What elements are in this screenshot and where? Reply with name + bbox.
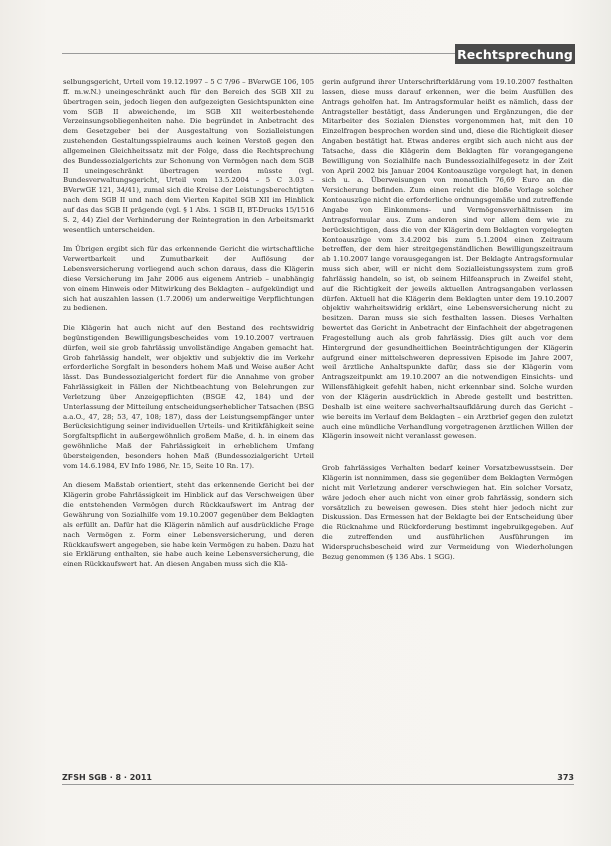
paragraph: Grob fahrlässiges Verhalten bedarf keiner Vorsatzbewusstsein. Der Klägerin ist nonnimmen, dass sie gegenüber dem Beklagten Vermögen nicht mit Verletzung anderer verschwiegen hat. Ein solcher Vorsatz, wäre jedoch eher auch nicht von einer grob fahrlässig, sondern sich vorsätzlich zu beweisen gewesen. Dies steht hier jedoch nicht zur Diskussion. Das Ermessen hat der Beklagte bei der Entscheidung über die Rücknahme und Rückforderung bestimmt ingebruikgegeben. Auf die zutreffenden und ausführlichen Ausführungen im Widerspruchsbescheid wird zur Vermeidung von Wiederholungen Bezug genommen (§ 136 Abs. 1 SGG). [322,464,573,561]
paragraph: selbungsgericht, Urteil vom 19.12.1997 – 5 C 7/96 – BVerwGE 106, 105 ff. m.w.N.) uneingeschränkt auch für den Bereich des SGB XII zu übertragen sein, jedoch liegen den aufgezeigten Gesichtspunkten eine vom SGB II abweichende, im SGB XII weiterbestehende Verzeinsungsobliegenheiten nahe. Die begründet in Anbetracht des dem Gesetzgeber bei der Ausgestaltung von Sozialleistungen zustehenden Gestaltungsspielraums auch keinen Verstoß gegen den allgemeinen Gleichheitssatz mit der Folge, dass die Rechtsprechung des Bundessozialgerichts zur Schonung von Vermögen nach dem SGB II uneingeschränkt übertragen werden müsste (vgl. Bundesverwaltungsgericht, Urteil vom 13.5.2004 – 5 C 3.03 – BVerwGE 121, 34/41), zumal sich die Kreise der Leistungsberechtigten nach dem SGB II und nach dem Vierten Kapitel SGB XII im Hinblick auf das das SGB II prägende (vgl. § 1 Abs. 1 SGB II, BT-Drucks 15/1516 S. 2, 44) Ziel der Verhinderung der Reintegration in den Arbeitsmarkt wesentlich unterscheiden. [63,78,314,234]
paragraph: Die Klägerin hat auch nicht auf den Bestand des rechtswidrig begünstigenden Bewilligungsbescheides vom 19.10.2007 vertrauen dürfen, weil sie grob fahrlässig unvollständige Angaben gemacht hat. Grob fahrlässig handelt, wer objektiv und subjektiv die im Verkehr erforderliche Sorgfalt in besonders hohem Maß und Weise außer Acht lässt. Das Bundessozialgericht fordert für die Annahme von grober Fahrlässigkeit in Fällen der Nichtbeachtung von Belehrungen zur Verletzung über Anzeigepflichten (BSGE 42, 184) und der Unterlassung der Mitteilung entscheidungserheblicher Tatsachen (BSG a.a.O., 47, 28; 53, 47, 108; 187), dass der Leistungsempfänger unter Berücksichtigung seiner individuellen Urteils- und Kritikfähigkeit seine Sorgfaltspflicht in außergewöhnlich großem Maße, d. h. in einem das gewöhnliche Maß der Fahrlässigkeit in erheblichem Umfang übersteigenden, besonders hohen Maß (Bundessozialgericht Urteil vom 14.6.1984, EV Info 1986, Nr. 15, Seite 10 Rn. 17). [63,324,314,470]
right-column [322,78,573,563]
left-column [63,78,314,570]
section-label: Rechtsprechung [457,46,573,62]
paragraph: An diesem Maßstab orientiert, steht das erkennende Gericht bei der Klägerin grobe Fahrlässigkeit im Hinblick auf das Verschweigen über die entstehenden Vermögen durch Rückkaufswert im Antrag der Gewährung von Sozialhilfe vom 19.10.2007 gegenüber dem Beklagten als erfüllt an. Dafür hat die Klägerin nämlich auf ausdrückliche Frage nach Vermögen z. Form einer Lebensversicherung, und deren Rückkaufswert angegeben, sie habe kein Vermögen zu haben. Dazu hat sie Erklärung enthalten, sie habe auch keine Lebensversicherung, die einen Rückkaufswert hat. An diesen Angaben muss sich die Klä- [63,481,314,569]
paragraph: gerin aufgrund ihrer Unterschrifterklärung vom 19.10.2007 festhalten lassen, diese muss darauf erkennen, wer die beim Ausfüllen des Antrags geholfen hat. Im Antragsformular heißt es nämlich, dass der Antragsteller bestätigt, dass Änderungen und Ergänzungen, die der Mitarbeiter des Sozialen Dienstes vorgenommen hat, mit den 10 Einzelfragen besprochen worden sind und, diese die Richtigkeit dieser Angaben bestätigt hat. Etwas anderes ergibt sich auch nicht aus der Tatsache, dass die Klägerin dem Beklagten für vorangegangene Bewilligung von Sozialhilfe nach Bundessozialhilfegesetz in der Zeit von April 2002 bis Januar 2004 Kontoauszüge vorgelegt hat, in denen sich u. a. Überweisungen von monatlich 76,69 Euro an die Versicherung befinden. Zum einen reicht die bloße Vorlage solcher Kontoauszüge nicht die erforderliche ordnungsgemäße und zutreffende Angabe von Einkommens- und Vermögensverhältnissen im Antragsformular aus. Zum anderen sind vor allem dem wie zu berücksichtigen, dass die von der Klägerin dem Beklagten vorgelegten Kontoauszüge vom 3.4.2002 bis zum 5.1.2004 einen Zeitraum betreffen, der dem hier streitgegenständlichen Bewilligungszeitraum ab 1.10.2007 lange vorausgegangen ist. Der Beklagte Antragsformular muss sich aber, will er nicht dem Sozialleistungssystem zum groß fahrlässig handeln, so ist, ob seinem Hilfeanspruch in Zweifel steht, auf die Richtigkeit der jeweils aktuellen Antragsangaben verlassen dürfen. Aktuell hat die Klägerin dem Beklagten unter dem 19.10.2007 objektiv wahrheitswidrig erklärt, eine Lebensversicherung nicht zu besitzen. Daran muss sie sich festhalten lassen. Dieses Verhalten bewertet das Gericht in Anbetracht der Einfachheit der abgetragenen Fragestellung auch als grob fahrlässig. Dies gilt auch vor dem Hintergrund der gesundheitlichen Beeinträchtigungen der Klägerin aufgrund einer mittelschweren depressiven Episode im Jahre 2007, weil ärztliche Anhaltspunkte dafür, dass sie der Klägerin vom Antragszeitpunkt am 19.10.2007 an die notwendigen Einsichts- und Willensfähigkeit gefehlt haben, nicht erkennbar sind. Solche wurden von der Klägerin ausdrücklich in Abrede gestellt und bestritten. Deshalb ist eine weitere sachverhaltsaufklärung durch das Gericht – wie bereits im Verlauf dem Beklagten – ein Arztbrief gegen den zuletzt auch eine mündliche Verhandlung vorgetragenen ärztlichen Willen der Klägerin insoweit nicht veranlasst gewesen. [322,78,573,441]
journal-citation: ZFSH SGB · 8 · 2011 [62,773,152,782]
section-header [455,44,575,64]
footer-rule [62,784,574,785]
page-number: 373 [557,773,574,782]
paragraph: Im Übrigen ergibt sich für das erkennende Gericht die wirtschaftliche Verwertbarkeit und Zumutbarkeit der Auflösung der Lebensversicherung vorliegend auch schon daraus, dass die Klägerin diese Versicherung im Jahr 2006 aus eigenem Antrieb – unabhängig von einem Hinweis oder Mitwirkung des Beklagten – aufgekündigt und sich hat auszahlen lassen (1.7.2006) um anderweitige Verpflichtungen zu bedienen. [63,245,314,313]
